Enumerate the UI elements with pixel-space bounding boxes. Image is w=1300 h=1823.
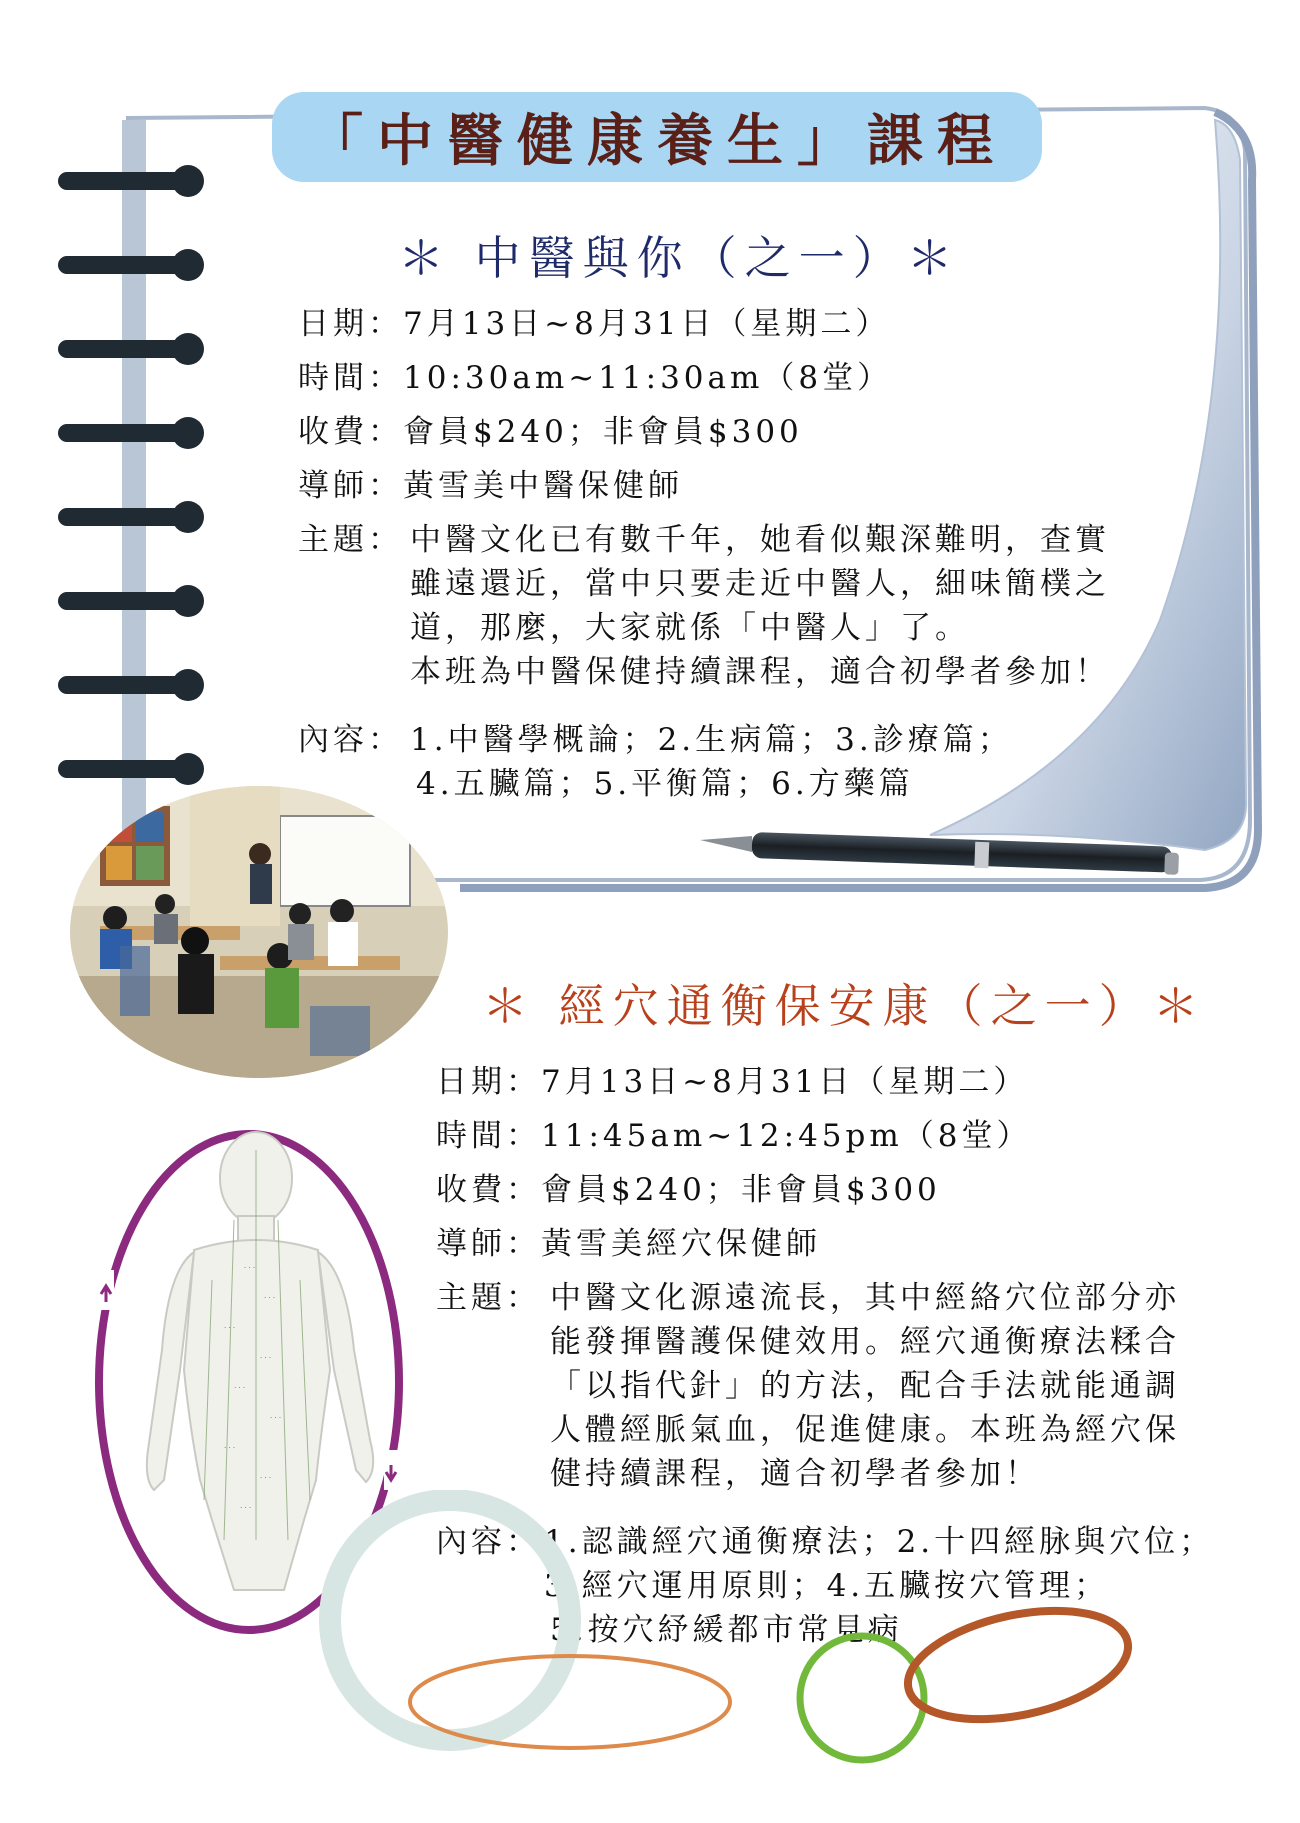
section2-topic-line: 人體經脈氣血，促進健康。本班為經穴保	[550, 1412, 1180, 1448]
section1-topic-line: 道，那麼，大家就係「中醫人」了。	[410, 610, 970, 646]
course-title: 「中醫健康養生」課程	[307, 108, 1007, 174]
svg-text:· · ·: · · ·	[264, 1294, 276, 1302]
section1-content-label: 內容：	[298, 722, 403, 758]
section2-content-line: 3.經穴運用原則；4.五臟按穴管理；	[544, 1568, 1110, 1604]
section2-content-line: 1.認識經穴通衡療法；2.十四經脉與穴位；	[544, 1524, 1215, 1560]
section1-date-row	[298, 302, 890, 346]
section1-topic-line: 雖遠還近，當中只要走近中醫人，細味簡樸之	[410, 566, 1110, 602]
section2-content-line: 5.按穴紓緩都市常見病	[550, 1612, 903, 1648]
course-title-banner	[272, 92, 1042, 182]
section1-content-line: 1.中醫學概論；2.生病篇；3.診療篇；	[410, 722, 1013, 758]
section1-fee: 會員$240；非會員$300	[403, 414, 803, 450]
section1-time: 10:30am~11:30am（8堂）	[403, 360, 893, 396]
section1-content-line: 4.五臟篇；5.平衡篇；6.方藥篇	[416, 766, 914, 802]
section1-teacher: 黃雪美中醫保健師	[403, 468, 683, 504]
section1-fee-label: 收費：	[298, 414, 403, 450]
svg-text:· · ·: · · ·	[224, 1444, 236, 1452]
section2-teacher-row	[436, 1222, 821, 1266]
svg-text:· · ·: · · ·	[260, 1474, 272, 1482]
section2-topic-line: 能發揮醫護保健效用。經穴通衡療法糅合	[550, 1324, 1180, 1360]
section1-topic-label: 主題：	[298, 522, 403, 558]
section1-topic	[410, 518, 1110, 694]
section1-teacher-label: 導師：	[298, 468, 403, 504]
section1-date-label: 日期：	[298, 306, 403, 342]
section1-date: 7月13日~8月31日（星期二）	[403, 306, 891, 342]
section2-content-label: 內容：	[436, 1524, 541, 1560]
section2-topic-line: 中醫文化源遠流長，其中經絡穴位部分亦	[550, 1280, 1180, 1316]
section1-fee-row	[298, 410, 803, 454]
section2-time: 11:45am~12:45pm（8堂）	[541, 1118, 1032, 1154]
section2-topic-line: 健持續課程，適合初學者參加！	[550, 1456, 1040, 1492]
svg-text:· · ·: · · ·	[270, 1414, 282, 1422]
decorative-rings	[300, 1490, 1290, 1820]
section1-teacher-row	[298, 464, 683, 508]
section2-title: ＊ 經穴通衡保安康（之一）＊	[482, 979, 1207, 1033]
section1-topic-line: 本班為中醫保健持續課程，適合初學者參加！	[410, 654, 1110, 690]
section2-topic-label: 主題：	[436, 1280, 541, 1316]
section1-time-row	[298, 356, 892, 400]
section2-fee-row	[436, 1168, 941, 1212]
section2-teacher: 黃雪美經穴保健師	[541, 1226, 821, 1262]
section2-teacher-label: 導師：	[436, 1226, 541, 1262]
section2-fee: 會員$240；非會員$300	[541, 1172, 941, 1208]
svg-text:· · ·: · · ·	[260, 1354, 272, 1362]
section1-topic-line: 中醫文化已有數千年，她看似艱深難明，查實	[410, 522, 1110, 558]
section1-time-label: 時間：	[298, 360, 403, 396]
section1-content	[410, 718, 1013, 806]
section2-topic	[550, 1276, 1180, 1496]
section2-date-label: 日期：	[436, 1064, 541, 1100]
svg-text:· · ·: · · ·	[240, 1504, 252, 1512]
section2-time-row	[436, 1114, 1032, 1158]
section2-fee-label: 收費：	[436, 1172, 541, 1208]
svg-text:· · ·: · · ·	[244, 1264, 256, 1272]
section2-topic-line: 「以指代針」的方法，配合手法就能通調	[550, 1368, 1180, 1404]
section2-date: 7月13日~8月31日（星期二）	[541, 1064, 1029, 1100]
svg-text:· · ·: · · ·	[224, 1324, 236, 1332]
section2-time-label: 時間：	[436, 1118, 541, 1154]
section1-title: ＊ 中醫與你（之一）＊	[398, 231, 961, 285]
svg-text:· · ·: · · ·	[234, 1384, 246, 1392]
classroom-photo	[70, 786, 448, 1078]
section2-date-row	[436, 1060, 1028, 1104]
